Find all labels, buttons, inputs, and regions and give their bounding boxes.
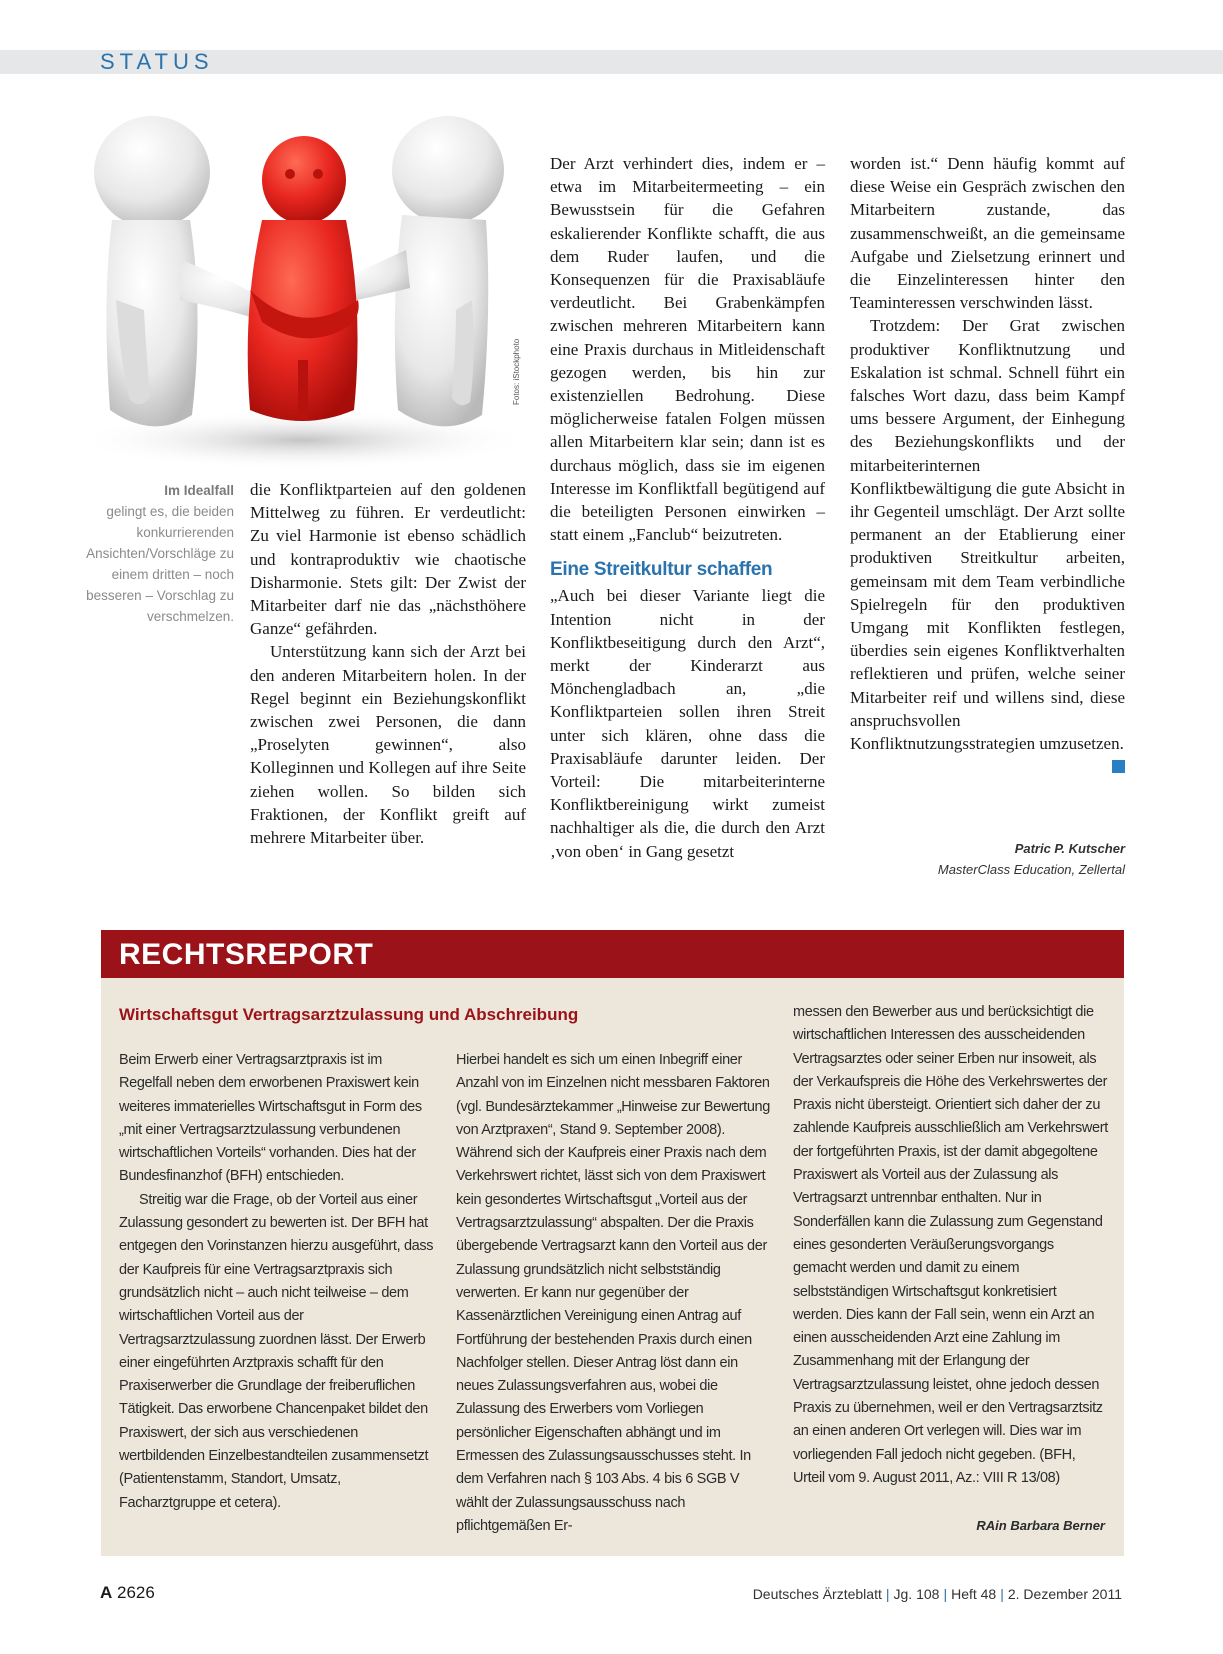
rechtsreport-header: [101, 930, 1124, 978]
photo-credit: Fotos: iStockphoto: [512, 338, 521, 405]
separator: |: [885, 1586, 890, 1602]
image-caption: [78, 480, 234, 627]
rechtsreport-paragraph: Beim Erwerb einer Vertragsarztpraxis ist im Regelfall neben dem erworbenen Praxiswert kein weiteres immaterielles Wirtschaftsgut in Form des „mit einer Vertragsarztzulassung verbundenen wirtschaftlichen Vorteils“ vorhanden. Dies hat der Bundesfinanzhof (BFH) entschieden.: [119, 1052, 422, 1185]
issue-date: 2. Dezember 2011: [1007, 1586, 1122, 1602]
section-label: STATUS: [100, 49, 214, 74]
rechtsreport-paragraph: Hierbei handelt es sich um einen Inbegriff einer Anzahl von im Einzelnen nicht messbaren Faktoren (vgl. Bundesärztekammer „Hinweise zur Bewertung von Arztpraxen“, Stand 9. September 2008). Während sich der Kaufpreis einer Praxis nach dem Verkehrswert richtet, lässt sich von dem Praxiswert kein gesondertes Wirtschaftsgut „Vorteil aus der Vertragsarztzulassung“ abspalten. Der die Praxis übergebende Vertragsarzt kann den Vorteil aus der Zulassung grundsätzlich nicht selbstständig verwerten. Er kann nur gegenüber der Kassenärztlichen Vereinigung einen Antrag auf Fortführung der bestehenden Praxis durch einen Nachfolger stellen. Dieser Antrag löst dann ein neues Zulassungsverfahren aus, wobei die Zulassung des Erwerbers vom Vorliegen persönlicher Eigenschaften abhängt und im Ermessen des Zulassungsausschusses steht. In dem Verfahren nach § 103 Abs. 4 bis 6 SGB V wählt der Zulassungsausschuss nach pflichtgemäßen Er-: [456, 1052, 770, 1534]
article-paragraph: Unterstützung kann sich der Arzt bei den anderen Mitarbeitern holen. In der Regel beginnt ein Beziehungskonflikt zwischen zwei Personen, die dann „Proselyten gewinnen“, also Kolleginnen und Kollegen auf ihre Seite ziehen wollen. So bilden sich Fraktionen, der Konflikt greift auf mehrere Mitarbeiter über.: [250, 642, 526, 848]
rechtsreport-paragraph: messen den Bewerber aus und berücksichtigt die wirtschaftlichen Interessen des ausscheidenden Vertragsarztes oder seiner Erben nur insoweit, als der Verkaufspreis die Höhe des Verkehrswertes der Praxis nicht übersteigt. Orientiert sich daher der zu zahlende Kaufpreis ausschließlich am Verkehrswert der fortgeführten Praxis, ist der damit abgegoltene Praxiswert als Vorteil aus der Zulassung als Vertragsarzt untrennbar enthalten. Nur in Sonderfällen kann die Zulassung zum Gegenstand eines gesonderten Veräußerungsvorgangs gemacht werden und damit zu einem selbstständigen Wirtschaftsgut konkretisiert werden. Dies kann der Fall sein, wenn ein Arzt an einen ausscheidenden Arzt eine Zahlung im Zusammenhang mit der Erlangung der Vertragsarztzulassung leistet, ohne jedoch dessen Praxis zu übernehmen, weil er den Vertragsarztsitz an einen anderen Ort verlegen will. Dies war im vorliegenden Fall jedoch nicht gegeben. (BFH, Urteil vom 9. August 2011, Az.: VIII R 13/08): [793, 1004, 1108, 1486]
rechtsreport-column-1: [119, 1049, 434, 1515]
article-subheading: Eine Streitkultur schaffen: [550, 559, 773, 581]
page-number-value: 2626: [117, 1583, 155, 1602]
caption-text: gelingt es, die beiden konkurrierenden Ansichten/Vorschläge zu einem dritten – noch besseren – Vorschlag zu verschmelzen.: [86, 504, 234, 624]
separator: |: [943, 1586, 948, 1602]
author-affiliation: MasterClass Education, Zellertal: [937, 862, 1125, 877]
red-figure-center: [248, 136, 359, 421]
article-paragraph: die Konfliktparteien auf den goldenen Mittelweg zu führen. Er verdeutlicht: Zu viel Harmonie ist ebenso schädlich und kontraproduktiv wie chaotische Disharmonie. Stets gilt: Der Zwist der Mitarbeiter darf nie das „nächsthöhere Ganze“ gefährden.: [250, 480, 526, 639]
rechtsreport-column-3: [793, 1001, 1108, 1490]
article-paragraph: Der Arzt verhindert dies, indem er – etwa im Mitarbeitermeeting – ein Bewusstsein für die Gefahren eskalierender Konflikte schafft, die aus dem Ruder laufen, und die Konsequenzen für die Praxisabläufe verdeutlicht. Bei Grabenkämpfen zwischen mehreren Mitarbeitern kann eine Praxis durchaus in Mitleidenschaft gezogen werden, bis hin zur existenziellen Bedrohung. Diese möglicherweise fatalen Folgen müssen allen Mitarbeitern klar sein; dann ist es durchaus möglich, dass sie im eigenen Interesse im Konfliktfall begütigend auf die beteiligten Personen einwirken – statt einem „Fanclub“ beizutreten.: [550, 154, 825, 545]
footer-publication-info: [700, 1586, 1122, 1602]
illustration-three-figures: [72, 110, 532, 470]
journal-name: Deutsches Ärzteblatt: [752, 1586, 882, 1602]
journal-volume: Jg. 108: [893, 1586, 940, 1602]
author-name: Patric P. Kutscher: [1014, 841, 1125, 856]
end-of-article-square-icon: [1112, 760, 1125, 773]
article-paragraph: worden ist.“ Denn häufig kommt auf diese Weise ein Gespräch zwischen den Mitarbeitern zustande, das zusammenschweißt, an die gemeinsame Aufgabe und Zielsetzung erinnert und die Einzelinteressen hinter den Teaminteressen verschwinden lässt.: [850, 154, 1125, 313]
article-column-2: [550, 152, 825, 863]
rechtsreport-title: RECHTSREPORT: [119, 938, 374, 971]
journal-issue: Heft 48: [951, 1586, 997, 1602]
caption-lead: Im Idealfall: [164, 483, 234, 498]
rechtsreport-author: RAin Barbara Berner: [976, 1518, 1105, 1533]
article-paragraph: „Auch bei dieser Variante liegt die Intention nicht in der Konfliktbeseitigung durch den Arzt“, merkt der Kinderarzt aus Mönchengladbach an, „die Konfliktparteien sollen ihren Streit unter sich klären, ohne dass die Praxisabläufe darunter leiden. Der Vorteil: Die mitarbeiterinterne Konfliktbereinigung wirkt zumeist nachhaltiger als die, die durch den Arzt ‚von oben‘ in Gang gesetzt: [550, 586, 825, 861]
rechtsreport-subtitle: Wirtschaftsgut Vertragsarztzulassung und Abschreibung: [119, 1005, 579, 1024]
article-paragraph: [850, 314, 1125, 755]
article-column-3: [850, 152, 1125, 773]
rechtsreport-column-2: [456, 1049, 774, 1538]
page-prefix: A: [100, 1583, 113, 1602]
article-column-1: [250, 478, 526, 849]
separator: |: [1000, 1586, 1004, 1602]
page-number: [100, 1583, 155, 1603]
rechtsreport-paragraph: Streitig war die Frage, ob der Vorteil aus einer Zulassung gesondert zu bewerten ist. Der BFH hat entgegen den Vorinstanzen hierzu ausgeführt, dass der Kaufpreis für eine Vertragsarztpraxis sich grundsätzlich nicht – auch nicht teilweise – dem wirtschaftlichen Vorteil aus der Vertragsarztzulassung zuordnen lässt. Der Erwerb einer eingeführten Arztpraxis schafft für den Praxiserwerber die Grundlage der freiberuflichen Tätigkeit. Das erworbene Chancenpaket bildet den Praxiswert, der sich aus verschiedenen wertbildenden Einzelbestandteilen zusammensetzt (Patientenstamm, Standort, Umsatz, Facharztgruppe et cetera).: [119, 1191, 434, 1511]
article-author-block: [850, 838, 1125, 880]
article-paragraph-text: Trotzdem: Der Grat zwischen produktiver Konfliktnutzung und Eskalation ist schmal. Schnell führt ein falsches Wort dazu, dass beim Kampf ums bessere Argument, der Einhegung des Beziehungskonflikts und der mitarbeiterinternen Konfliktbewältigung die gute Absicht in ihr Gegenteil umschlägt. Der Arzt sollte permanent an der Etablierung einer produktiven Streitkultur arbeiten, gemeinsam mit dem Team verbindliche Spielregeln für den produktiven Umgang mit Konflikten festlegen, überdies sein eigenes Konfliktverhalten reflektieren und prüfen, welche seiner Mitarbeiter reif und willens sind, diese anspruchsvollen Konfliktnutzungsstrategien umzusetzen.: [850, 316, 1125, 754]
